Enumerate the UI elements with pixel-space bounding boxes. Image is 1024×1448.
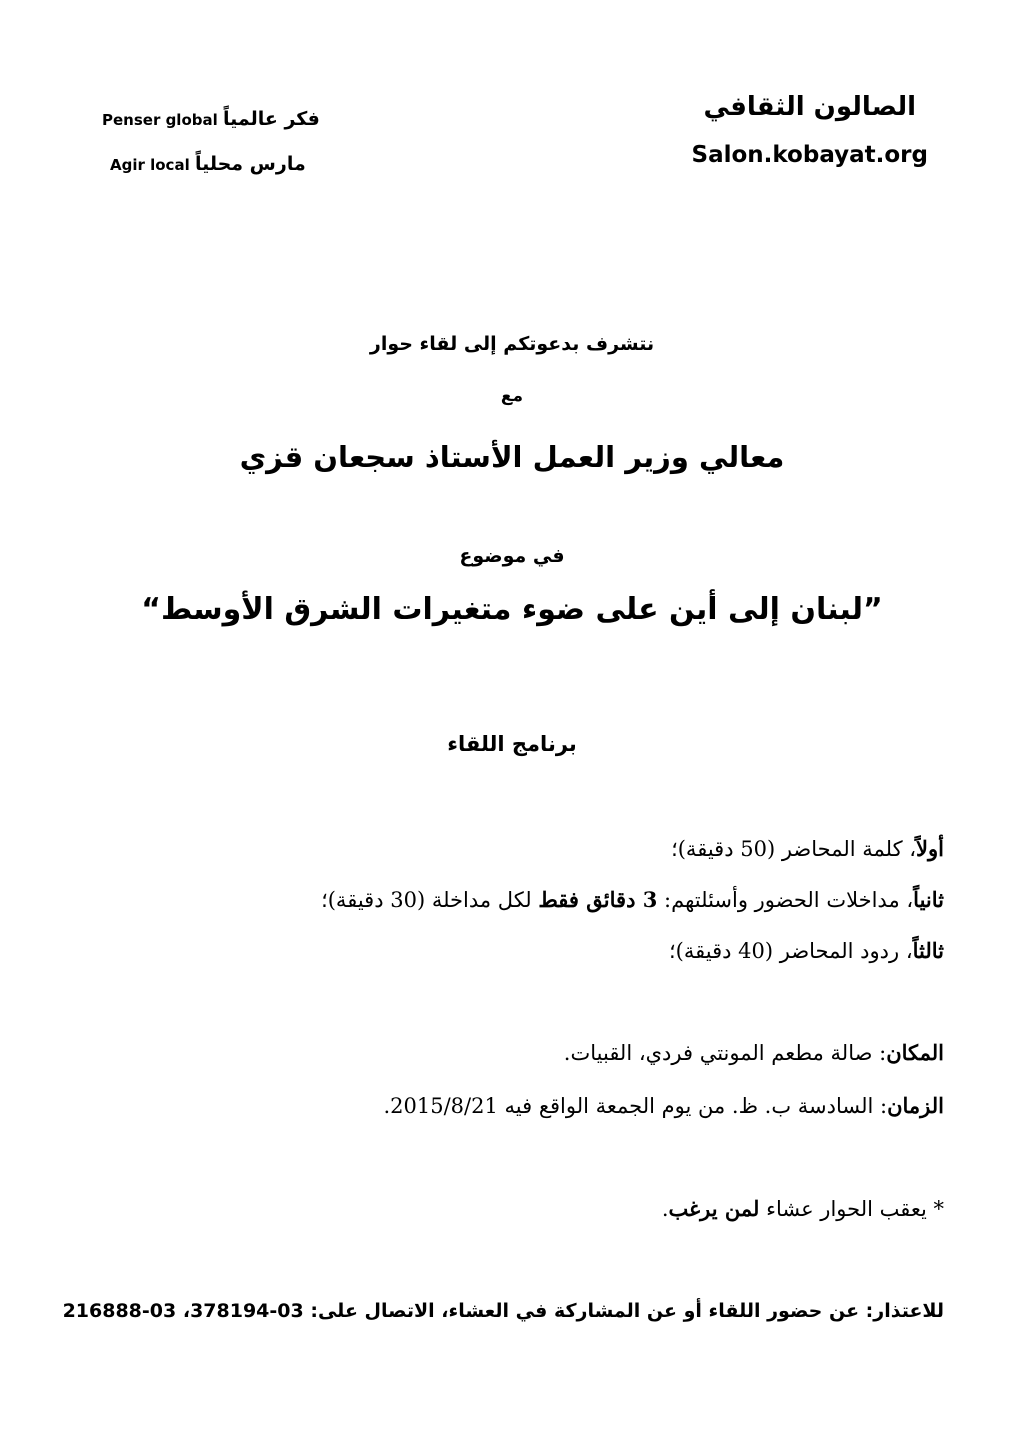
topic-title: ”لبنان إلى أين على ضوء متغيرات الشرق الأوسط“ xyxy=(141,592,883,627)
time-label: الزمان xyxy=(887,1093,944,1118)
topic-label: في موضوع xyxy=(459,545,565,567)
invitation-intro: نتشرف بدعوتكم إلى لقاء حوار xyxy=(369,333,655,355)
program-item xyxy=(669,938,944,963)
note-suffix: . xyxy=(661,1197,669,1221)
place-value: : صالة مطعم المونتي فردي، القبيات. xyxy=(563,1041,887,1065)
rsvp-footer: للاعتذار: عن حضور اللقاء أو عن المشاركة في العشاء، الاتصال على: 03-378194، 03-216888 xyxy=(62,1300,944,1322)
motto-latin: Penser global xyxy=(102,111,218,129)
program-title: برنامج اللقاء xyxy=(447,732,577,756)
note-emphasis: لمن يرغب xyxy=(668,1196,760,1221)
program-item-text: ، ردود المحاضر (40 دقيقة)؛ xyxy=(668,939,913,963)
motto-latin: Agir local xyxy=(110,156,190,174)
motto-arabic: فكر عالمياً xyxy=(223,108,320,130)
time-value: : السادسة ب. ظ. من يوم الجمعة الواقع فيه 2015/8/21. xyxy=(383,1094,888,1118)
program-item xyxy=(671,836,944,861)
event-place xyxy=(564,1040,944,1065)
org-name: الصالون الثقافي xyxy=(703,92,916,122)
program-item-label: أولاً xyxy=(916,836,944,861)
event-time xyxy=(383,1093,944,1118)
motto-line-1 xyxy=(102,108,320,130)
program-item-text: ، مداخلات الحضور وأسئلتهم: xyxy=(657,888,914,912)
program-item-emphasis: 3 دقائق فقط xyxy=(538,887,658,912)
invitation-with: مع xyxy=(500,386,524,406)
motto-arabic: مارس محلياً xyxy=(194,153,306,175)
program-item-rest: لكل مداخلة (30 دقيقة)؛ xyxy=(321,888,539,912)
guest-name: معالي وزير العمل الأستاذ سجعان قزي xyxy=(239,440,785,474)
note-prefix: * يعقب الحوار عشاء xyxy=(759,1197,944,1221)
program-item-label: ثالثاً xyxy=(912,938,944,963)
dinner-note xyxy=(662,1196,944,1221)
place-label: المكان xyxy=(886,1040,944,1065)
org-url: Salon.kobayat.org xyxy=(691,142,928,168)
program-item-label: ثانياً xyxy=(913,887,944,912)
program-item-text: ، كلمة المحاضر (50 دقيقة)؛ xyxy=(671,837,917,861)
motto-line-2 xyxy=(110,153,306,175)
program-item xyxy=(321,887,944,912)
